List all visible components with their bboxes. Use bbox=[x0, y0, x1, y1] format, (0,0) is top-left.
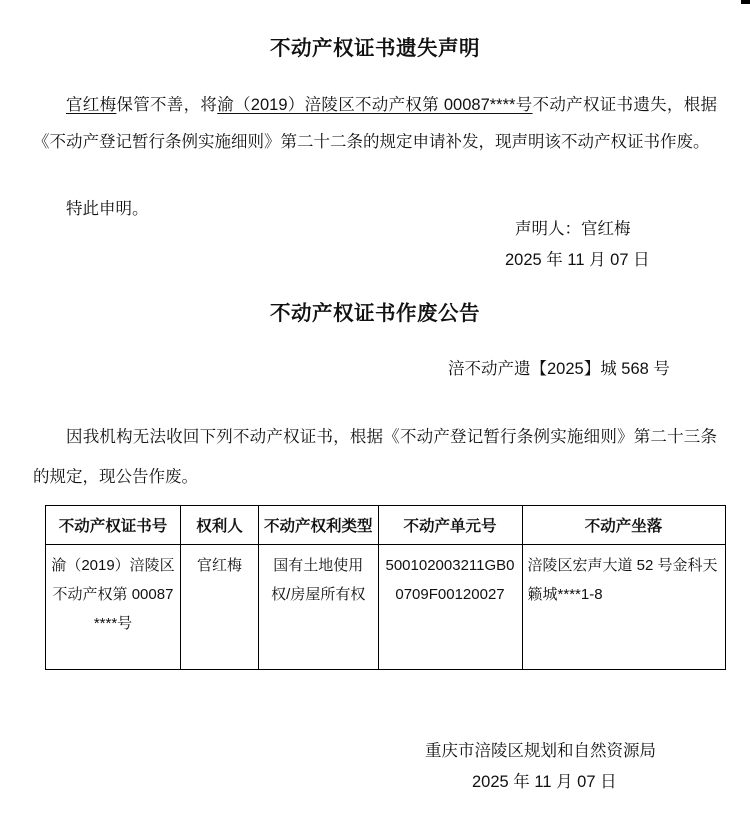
invalidation-notice-title: 不动产权证书作废公告 bbox=[270, 302, 480, 325]
notice-paragraph: 因我机构无法收回下列不动产权证书，根据《不动产登记暂行条例实施细则》第二十三条的规定，现公告作废。 bbox=[33, 428, 717, 486]
underlined-text: 渝（2019）涪陵区不动产权第 00087****号 bbox=[217, 96, 533, 114]
paragraph-text: 不动产权证书遗失，根据《不动产登记暂行条例实施细则》第二十二条的规定申请补发，现声明该不动产权证书作废。 bbox=[33, 96, 718, 151]
notice-document-number: 涪不动产遗【2025】城 568 号 bbox=[448, 360, 670, 378]
table-header-cell: 不动产权证书号 bbox=[46, 506, 181, 545]
certificate-table-header bbox=[46, 506, 726, 545]
table-header-cell: 不动产单元号 bbox=[378, 506, 522, 545]
underlined-text: 官红梅 bbox=[66, 96, 117, 114]
corner-artifact-mark bbox=[741, 0, 750, 4]
paragraph-text: 保管不善，将 bbox=[116, 96, 218, 114]
table-header-cell: 权利人 bbox=[181, 506, 259, 545]
table-header-cell: 不动产坐落 bbox=[522, 506, 725, 545]
table-cell: 涪陵区宏声大道 52 号金科天籁城****1-8 bbox=[522, 545, 725, 670]
issuing-authority: 重庆市涪陵区规划和自然资源局 bbox=[425, 742, 656, 760]
table-cell: 渝（2019）涪陵区不动产权第 00087****号 bbox=[46, 545, 181, 670]
table-cell: 官红梅 bbox=[181, 545, 259, 670]
declaration-paragraph bbox=[33, 87, 717, 161]
table-header-cell: 不动产权利类型 bbox=[259, 506, 379, 545]
declaration-closing: 特此申明。 bbox=[66, 200, 149, 218]
lost-certificate-declaration-title: 不动产权证书遗失声明 bbox=[270, 37, 480, 60]
table-row bbox=[46, 545, 726, 670]
table-cell: 500102003211GB00709F00120027 bbox=[378, 545, 522, 670]
table-cell: 国有土地使用权/房屋所有权 bbox=[259, 545, 379, 670]
table-header-row bbox=[46, 506, 726, 545]
declarant-name: 声明人：官红梅 bbox=[515, 220, 631, 238]
declaration-date: 2025 年 11 月 07 日 bbox=[505, 251, 650, 269]
certificate-table-body bbox=[46, 545, 726, 670]
notice-date: 2025 年 11 月 07 日 bbox=[472, 773, 617, 791]
certificate-table bbox=[45, 505, 726, 670]
